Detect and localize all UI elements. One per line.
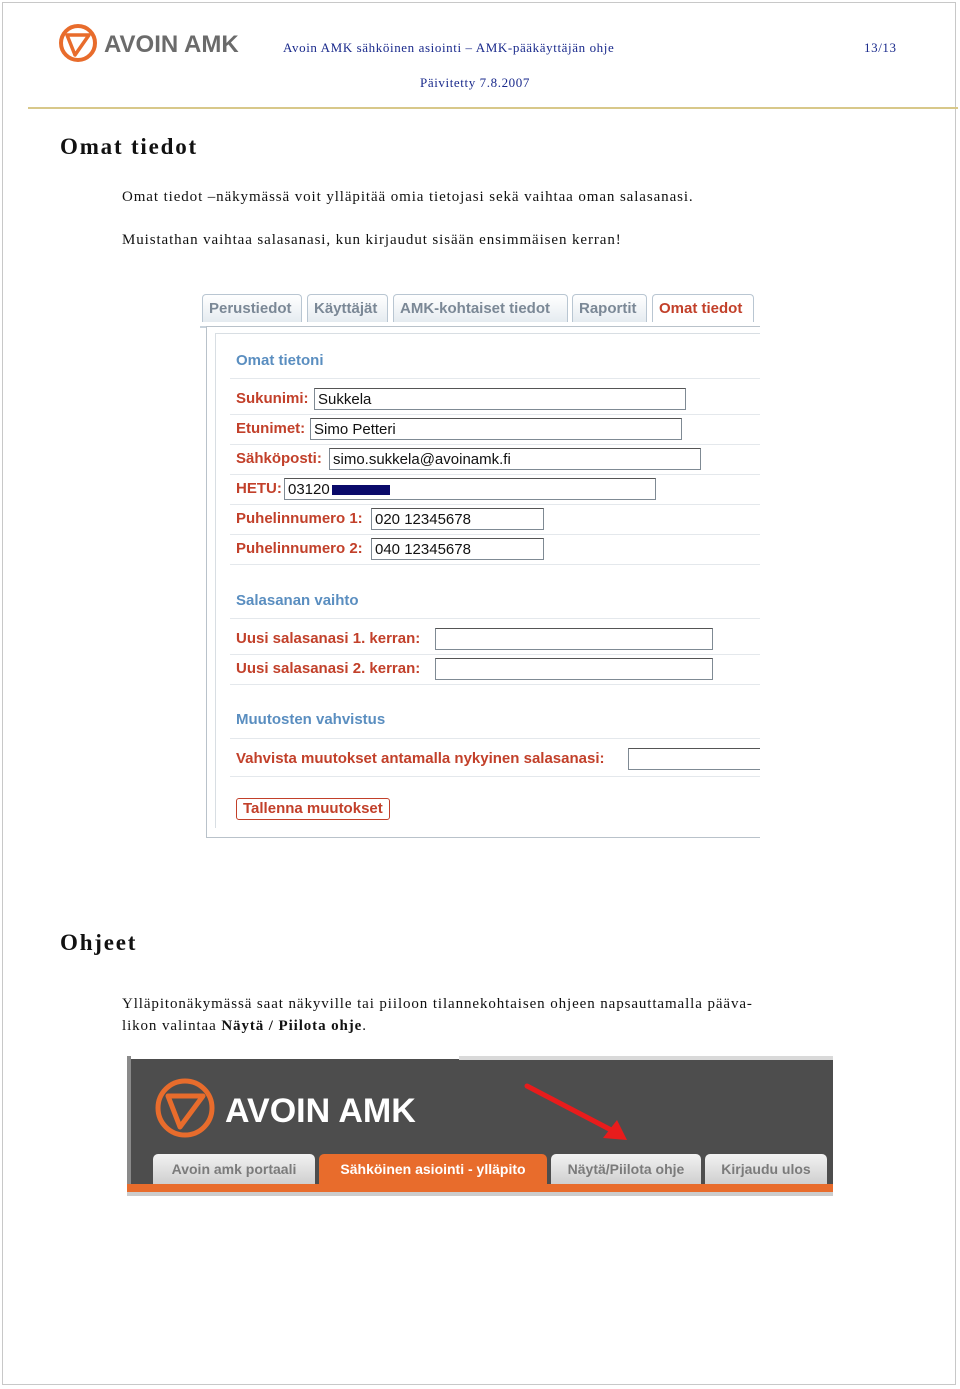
nav-avoin-amk-portaali[interactable]: Avoin amk portaali — [153, 1154, 315, 1184]
avoin-amk-logo — [58, 22, 248, 64]
section-muutosten-vahvistus: Muutosten vahvistus — [236, 711, 386, 728]
label-sahkoposti: Sähköposti: — [236, 450, 322, 467]
label-hetu: HETU: — [236, 480, 282, 497]
row-divider — [230, 654, 760, 655]
screenshot-navigation — [127, 1056, 833, 1196]
nav-bar-shadow — [127, 1192, 833, 1196]
input-nykyinen-salasana[interactable] — [628, 748, 760, 770]
nav-bar — [127, 1184, 833, 1192]
page-header — [0, 0, 960, 110]
label-uusi-salasana-2: Uusi salasanasi 2. kerran: — [236, 660, 421, 677]
row-divider — [230, 684, 760, 685]
paragraph-ohjeet-line1: Ylläpitonäkymässä saat näkyville tai piiloon tilannekohtaisen ohjeen napsauttamalla päävа- — [122, 996, 753, 1012]
row-divider — [230, 534, 760, 535]
tab-perustiedot[interactable]: Perustiedot — [202, 294, 302, 322]
input-puhelinnumero-2[interactable]: 040 12345678 — [371, 538, 544, 560]
svg-text:AVOIN AMK: AVOIN AMK — [104, 31, 239, 58]
row-divider — [230, 618, 760, 619]
label-etunimet: Etunimet: — [236, 420, 306, 437]
top-strip-right — [459, 1056, 833, 1060]
row-divider — [230, 504, 760, 505]
paragraph-reminder: Muistathan vaihtaa salasanasi, kun kirjaudut sisään ensimmäisen kerran! — [122, 232, 622, 248]
row-divider — [230, 474, 760, 475]
paragraph-intro: Omat tiedot –näkymässä voit ylläpitää omia tietojasi sekä vaihtaa oman salasanasi. — [122, 189, 694, 205]
label-sukunimi: Sukunimi: — [236, 390, 309, 407]
screenshot-omat-tiedot — [200, 290, 760, 842]
input-uusi-salasana-1[interactable] — [435, 628, 713, 650]
row-divider — [230, 776, 760, 777]
svg-text:AVOIN AMK: AVOIN AMK — [225, 1092, 416, 1130]
tab-omat-tiedot[interactable]: Omat tiedot — [652, 294, 754, 322]
row-divider — [230, 444, 760, 445]
row-divider — [230, 564, 760, 565]
form-panel — [206, 326, 760, 838]
nav-kirjaudu-ulos[interactable]: Kirjaudu ulos — [705, 1154, 827, 1184]
input-sahkoposti[interactable]: simo.sukkela@avoinamk.fi — [329, 448, 701, 470]
document-title: Avoin AMK sähköinen asiointi – AMK-pääkäyttäjän ohje — [283, 40, 615, 55]
tab-bar — [200, 294, 760, 324]
tab-kayttajat[interactable]: Käyttäjät — [307, 294, 388, 322]
label-vahvista: Vahvista muutokset antamalla nykyinen salasanasi: — [236, 750, 605, 767]
row-divider — [230, 738, 760, 739]
section-omat-tietoni: Omat tietoni — [236, 352, 324, 369]
heading-omat-tiedot: Omat tiedot — [60, 134, 198, 159]
paragraph-ohjeet-line2: likon valintaa Näytä / Piilota ohje. — [122, 1018, 367, 1034]
label-uusi-salasana-1: Uusi salasanasi 1. kerran: — [236, 630, 421, 647]
section-salasanan-vaihto: Salasanan vaihto — [236, 592, 359, 609]
tab-amk-kohtaiset-tiedot[interactable]: AMK-kohtaiset tiedot — [393, 294, 568, 322]
input-sukunimi[interactable]: Sukkela — [314, 388, 686, 410]
input-puhelinnumero-1[interactable]: 020 12345678 — [371, 508, 544, 530]
input-uusi-salasana-2[interactable] — [435, 658, 713, 680]
row-divider — [230, 414, 760, 415]
label-puhelinnumero-2: Puhelinnumero 2: — [236, 540, 363, 557]
tab-raportit[interactable]: Raportit — [572, 294, 647, 322]
paragraph-ohjeet — [122, 993, 753, 1037]
redaction-mark — [332, 485, 390, 495]
input-hetu[interactable] — [284, 478, 656, 500]
menu-reference: Näytä / Piilota ohje — [221, 1018, 363, 1034]
label-puhelinnumero-1: Puhelinnumero 1: — [236, 510, 363, 527]
input-etunimet[interactable]: Simo Petteri — [310, 418, 682, 440]
row-divider — [230, 378, 760, 379]
page-number: 13/13 — [864, 40, 897, 55]
hetu-value: 03120 — [288, 481, 330, 498]
avoin-amk-logo — [153, 1076, 423, 1142]
heading-ohjeet: Ohjeet — [60, 930, 138, 955]
red-arrow-icon — [523, 1080, 633, 1144]
nav-sahkoinen-asiointi[interactable]: Sähköinen asiointi - ylläpito — [319, 1154, 547, 1184]
nav-nayta-piilota-ohje[interactable]: Näytä/Piilota ohje — [551, 1154, 701, 1184]
main-navigation — [127, 1154, 833, 1196]
form-inner — [215, 333, 760, 828]
save-button[interactable]: Tallenna muutokset — [236, 798, 390, 820]
updated-date: Päivitetty 7.8.2007 — [420, 75, 530, 90]
header-divider — [28, 107, 958, 109]
